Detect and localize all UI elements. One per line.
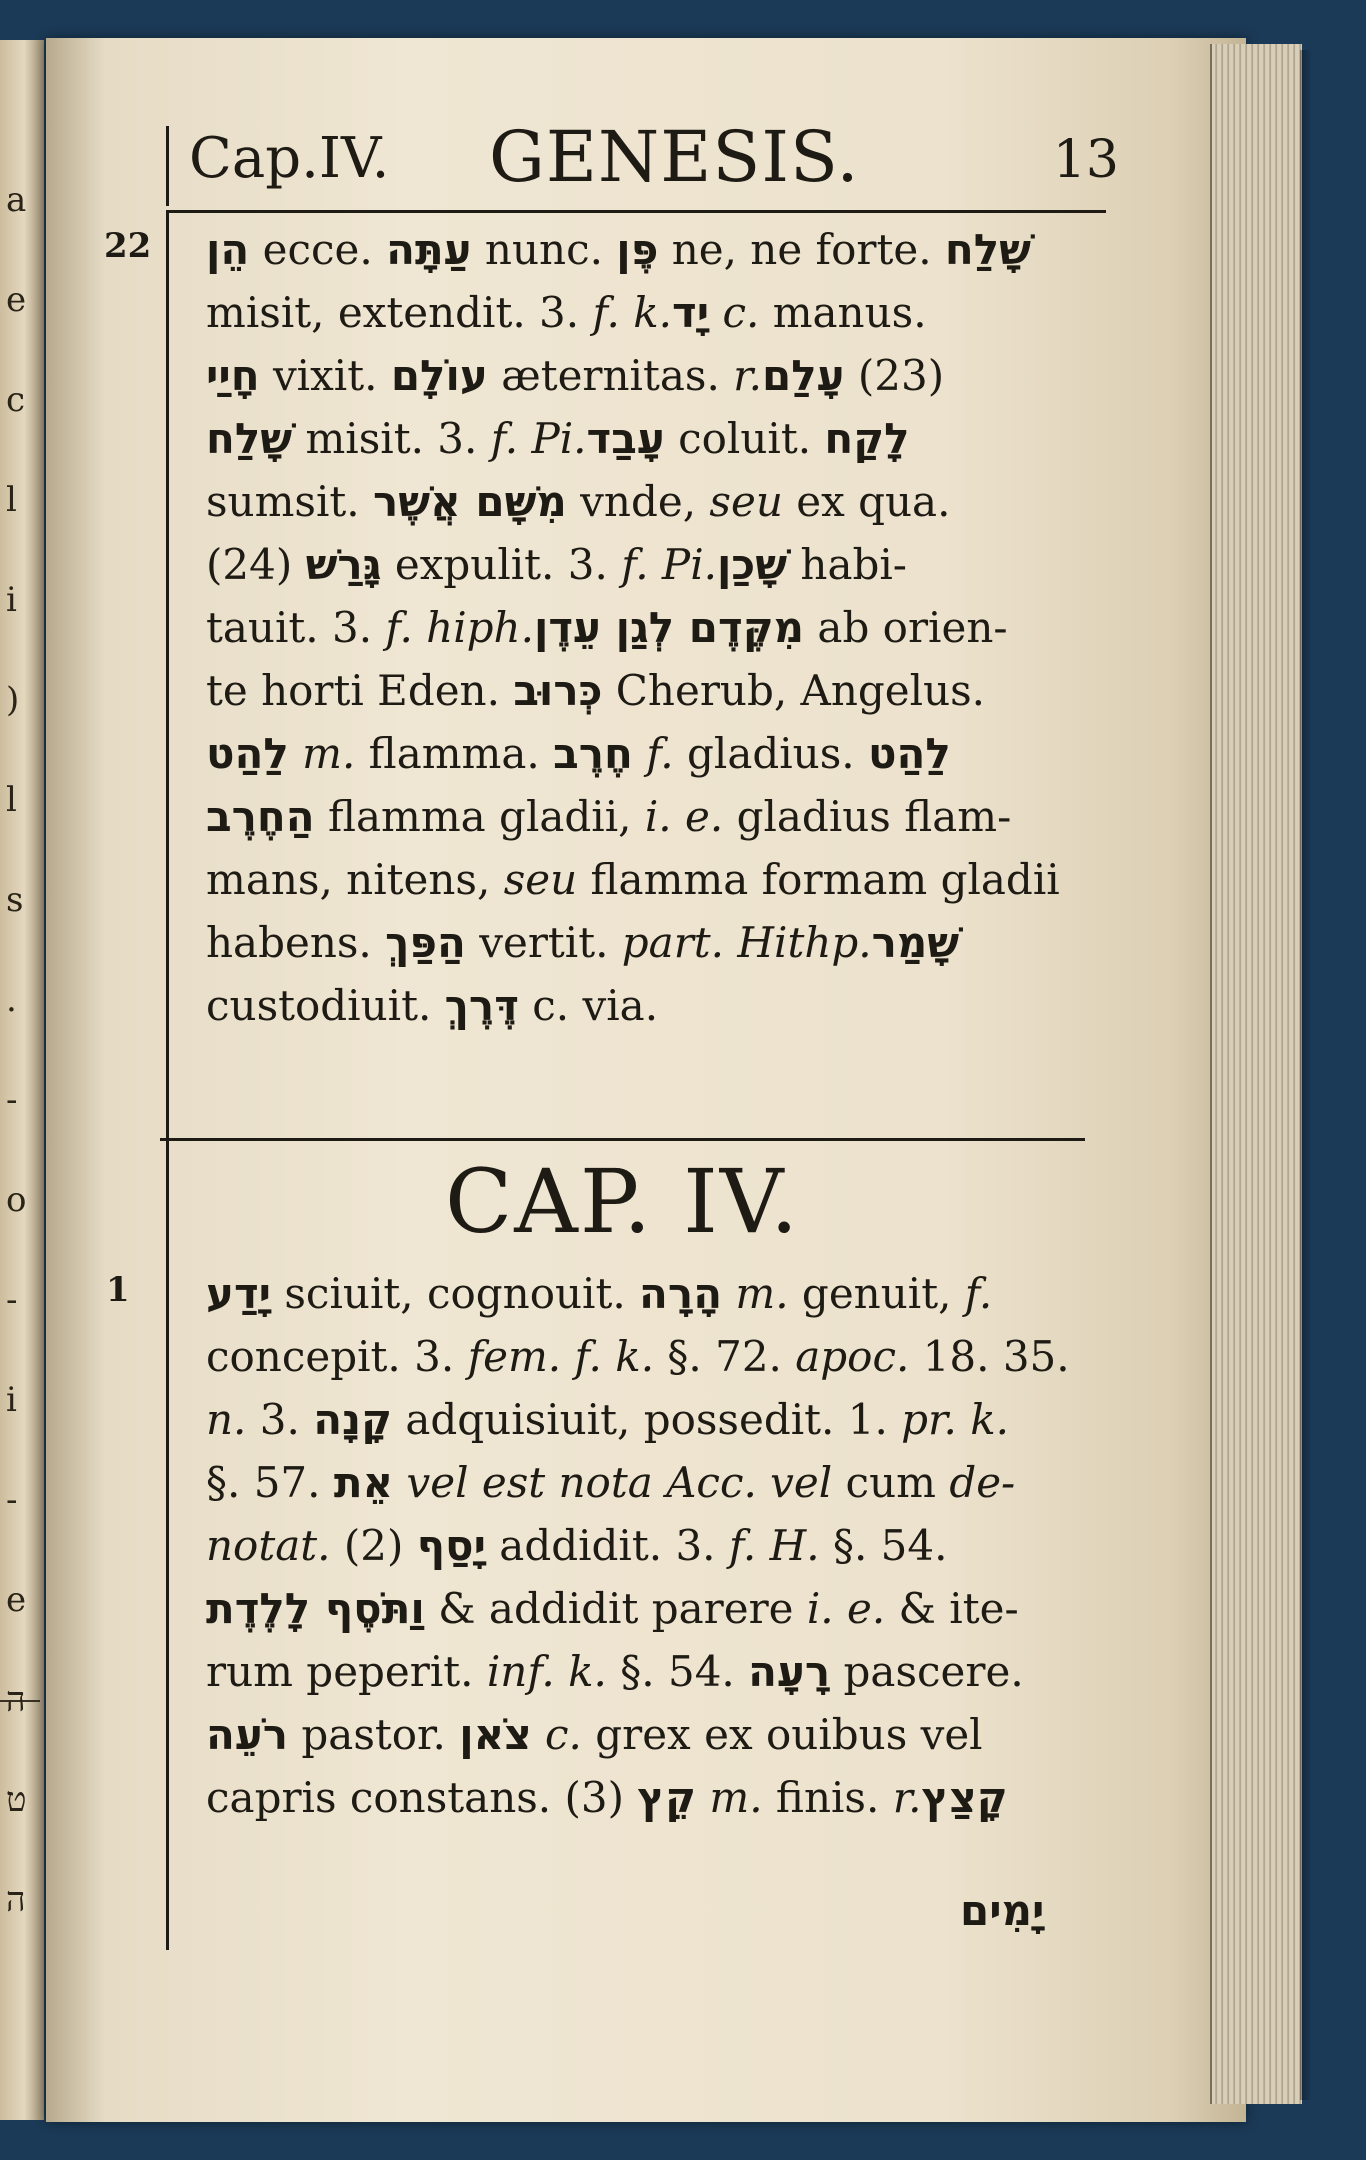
latin-gloss: sumsit. [206,477,373,526]
latin-gloss: (23) [844,351,945,400]
head-rule [166,210,1106,213]
block1-line [206,974,1096,1037]
latin-gloss: flamma formam gladii [577,855,1060,904]
latin-gloss: grex ex ouibus vel [581,1710,983,1759]
hebrew-word: יָד [672,288,710,337]
latin-gloss: pascere. [830,1647,1024,1696]
latin-gloss: adquisiuit, possedit. 1. [392,1395,902,1444]
hebrew-word: עוֹלָם [390,351,488,400]
hebrew-word: לַהַט [206,729,289,778]
facing-page-glyph: - [6,1480,18,1520]
chapter-heading: CAP. IV. [444,1150,801,1253]
hebrew-word: חֶרֶב [553,729,633,778]
facing-page-glyph: e [6,280,27,320]
latin-gloss: vixit. [259,351,391,400]
latin-gloss: vnde, [566,477,710,526]
latin-gloss: ne, ne forte. [658,225,945,274]
block1-line [206,344,1096,407]
facing-page-glyph: l [6,780,17,820]
block2-line [206,1703,1096,1766]
latin-gloss: & ite- [885,1584,1019,1633]
latin-gloss: §. 54. [819,1521,948,1570]
italic-gloss: f. Pi. [490,414,587,463]
facing-page-glyph: c [6,380,26,420]
italic-gloss: fem. f. k. [467,1332,655,1381]
block1-line [206,596,1096,659]
hebrew-word: עָבַד [586,414,665,463]
margin-rule [166,210,169,1950]
latin-gloss: gladius flam- [723,792,1012,841]
hebrew-word: קֵץ [637,1773,697,1822]
block1-line [206,533,1096,596]
latin-gloss: §. 72. [654,1332,796,1381]
hebrew-word: עָלַם [761,351,845,400]
hebrew-word: שָׁלַח [944,225,1032,274]
block2-line [206,1577,1096,1640]
latin-gloss: expulit. 3. [381,540,622,589]
italic-gloss: i. e. [806,1584,886,1633]
italic-gloss: seu [503,855,578,904]
facing-page-glyph: ) [6,680,20,720]
latin-gloss: concepit. 3. [206,1332,468,1381]
latin-gloss: rum peperit. [206,1647,487,1696]
latin-gloss: §. 57. [206,1458,334,1507]
block1-line [206,722,1096,785]
hebrew-word: רָעָה [748,1647,831,1696]
latin-gloss: nunc. [471,225,617,274]
italic-gloss: apoc. [795,1332,910,1381]
block1-line [206,281,1096,344]
latin-gloss: habi- [787,540,907,589]
latin-gloss: te horti Eden. [206,666,514,715]
latin-gloss [709,288,722,337]
italic-gloss: f. hiph. [385,603,534,652]
latin-gloss: habens. [206,918,386,967]
italic-gloss: n. [206,1395,247,1444]
section-rule [160,1138,1085,1141]
facing-page-glyph: e [6,1580,27,1620]
latin-gloss: custodiuit. [206,981,445,1030]
italic-gloss: de- [949,1458,1016,1507]
latin-gloss: gladius. [673,729,868,778]
hebrew-word: הָרָה [639,1269,723,1318]
block2-line [206,1388,1096,1451]
latin-gloss: (2) [330,1521,417,1570]
latin-gloss: flamma gladii, [314,792,645,841]
hebrew-word: רֹעֵה [206,1710,289,1759]
block1-line [206,785,1096,848]
hebrew-word: עַתָּה [386,225,472,274]
latin-gloss: ex qua. [782,477,951,526]
hebrew-word: קָצַץ [921,1773,1008,1822]
running-head-book: GENESIS. [489,116,860,198]
facing-page-glyph: s [6,880,24,920]
hebrew-word: שָׁמַר [871,918,960,967]
latin-gloss: addidit. 3. [485,1521,729,1570]
italic-gloss: notat. [206,1521,331,1570]
hebrew-word: קָנָה [313,1395,392,1444]
italic-gloss: f. [632,729,674,778]
latin-gloss: capris constans. (3) [206,1773,638,1822]
page-shadow [1300,50,1312,2100]
hebrew-word: מִקֶּדֶם לְגַן עֵדֶן [533,603,805,652]
block2-line [206,1640,1096,1703]
block1-line [206,911,1096,974]
hebrew-word: לָקַח [824,414,910,463]
italic-gloss: part. Hithp. [621,918,872,967]
latin-gloss: misit. 3. [292,414,491,463]
latin-gloss: 18. 35. [909,1332,1070,1381]
block1-line [206,407,1096,470]
latin-gloss: Cherub, Angelus. [602,666,986,715]
facing-page-glyph: i [6,1380,17,1420]
italic-gloss: vel est nota Acc. vel [393,1458,833,1507]
block1-line [206,470,1096,533]
latin-gloss: §. 54. [606,1647,749,1696]
hebrew-word: צֹאן [459,1710,532,1759]
verse-number-1: 1 [106,1270,130,1310]
italic-gloss: c. [722,288,760,337]
latin-gloss: vertit. [465,918,622,967]
latin-gloss: sciuit, cognouit. [271,1269,640,1318]
latin-gloss: finis. [762,1773,893,1822]
latin-gloss: & addidit parere [424,1584,807,1633]
block2-line [206,1766,1096,1829]
gloss-block-2 [206,1262,1096,1829]
facing-page-glyph: . [6,980,17,1020]
hebrew-word: יָסַף [416,1521,486,1570]
hebrew-word: מִשָּׁם אֲשֶׁר [373,477,567,526]
latin-gloss: ecce. [249,225,387,274]
block1-line [206,659,1096,722]
italic-gloss: seu [709,477,783,526]
facing-page-glyph: - [6,1280,18,1320]
block1-line [206,848,1096,911]
italic-gloss: f. k. [592,288,673,337]
latin-gloss: æternitas. [487,351,734,400]
running-head [166,116,1129,206]
block2-line [206,1325,1096,1388]
hebrew-word: דֶּרֶךְ [444,981,519,1030]
block2-line [206,1451,1096,1514]
hebrew-word: יָדַע [206,1269,272,1318]
facing-page-glyph: ה [6,1880,26,1920]
catchword [960,1886,1044,1935]
block1-line [206,218,1096,281]
facing-page-glyph: ה [6,1680,26,1720]
latin-gloss: (24) [206,540,306,589]
page-block-edges [1210,44,1302,2104]
italic-gloss: f. [964,1269,993,1318]
italic-gloss: i. e. [644,792,724,841]
verse-number-22: 22 [104,226,152,266]
hebrew-word: פֶּן [616,225,659,274]
italic-gloss: r. [733,351,762,400]
hebrew-word: לַהַט [868,729,951,778]
hebrew-word: כְּרוּב [513,666,603,715]
facing-page-glyph: i [6,580,17,620]
hebrew-word: גָּרַשׁ [305,540,382,589]
italic-gloss: r. [892,1773,922,1822]
latin-gloss: pastor. [288,1710,460,1759]
italic-gloss: f. H. [728,1521,820,1570]
page-number: 13 [1052,130,1119,190]
hebrew-word: שָׁלַח [206,414,293,463]
latin-gloss: misit, extendit. 3. [206,288,593,337]
italic-gloss: m. [722,1269,789,1318]
facing-page-glyph: - [6,1080,18,1120]
latin-gloss: flamma. [355,729,554,778]
latin-gloss: 3. [246,1395,314,1444]
hebrew-word: וַתֹּסֶף לָלֶדֶת [206,1584,425,1633]
latin-gloss: c. via. [518,981,659,1030]
hebrew-word: אֵת [333,1458,394,1507]
italic-gloss: c. [531,1710,582,1759]
block2-line [206,1514,1096,1577]
running-head-chapter: Cap.IV. [189,126,390,191]
italic-gloss: m. [696,1773,763,1822]
latin-gloss: coluit. [664,414,825,463]
italic-gloss: m. [288,729,356,778]
italic-gloss: inf. k. [486,1647,607,1696]
facing-page-edge [0,40,44,2120]
latin-gloss: ab orien- [804,603,1008,652]
facing-page-glyph: o [6,1180,27,1220]
hebrew-word: שָׁכַן [716,540,788,589]
hebrew-word: הַפַּךְ [385,918,466,967]
latin-gloss: genuit, [788,1269,965,1318]
facing-page-glyph: a [6,180,27,220]
hebrew-word: הַחֶרֶב [206,792,315,841]
gloss-block-1 [206,218,1096,1037]
italic-gloss: pr. k. [901,1395,1010,1444]
facing-page-glyph: ט [6,1780,27,1820]
hebrew-word: הֵן [206,225,250,274]
latin-gloss: cum [832,1458,950,1507]
block2-line [206,1262,1096,1325]
hebrew-word: חָיַי [206,351,260,400]
facing-page-glyph: l [6,480,17,520]
latin-gloss: tauit. 3. [206,603,386,652]
catchword-hebrew: יָמִים [960,1886,1045,1935]
italic-gloss: f. Pi. [621,540,717,589]
latin-gloss: mans, nitens, [206,855,504,904]
latin-gloss: manus. [759,288,927,337]
